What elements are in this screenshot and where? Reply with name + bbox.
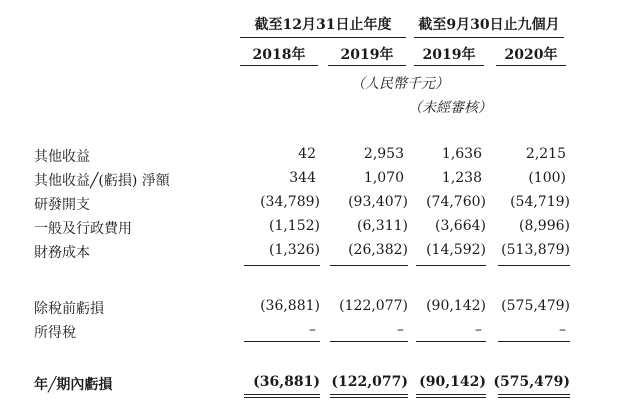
row-value: (36,881)	[260, 298, 320, 314]
row-value: (6,311)	[356, 218, 408, 234]
subtotal-rule-1	[244, 265, 320, 266]
row-value-total: (122,077)	[331, 374, 408, 390]
subtotal-rule-5	[244, 341, 320, 342]
subtotal-rule-7	[416, 341, 486, 342]
row-value: (1,326)	[268, 242, 320, 258]
subtotal-rule-8	[498, 341, 570, 342]
row-value: (74,760)	[426, 194, 486, 210]
year-rule-1	[240, 65, 318, 66]
header-year-2019-b: 2019年	[422, 47, 476, 63]
row-value-total: (575,479)	[493, 374, 570, 390]
row-value: –	[309, 322, 316, 338]
row-value: –	[397, 322, 404, 338]
year-rule-4	[496, 65, 566, 66]
row-value: (575,479)	[501, 298, 570, 314]
year-rule-3	[414, 65, 484, 66]
row-value: (8,996)	[518, 218, 570, 234]
header-year-2019-a: 2019年	[340, 47, 394, 63]
year-rule-2	[328, 65, 406, 66]
row-value: (90,142)	[426, 298, 486, 314]
header-year-2018: 2018年	[252, 47, 306, 63]
row-label: 研發開支	[34, 197, 90, 213]
header-group-nine-months: 截至9月30日止九個月	[418, 17, 560, 33]
row-value: (100)	[528, 170, 566, 186]
row-label: 其他收益╱(虧損) 淨額	[34, 173, 170, 189]
row-label-total: 年╱期內虧損	[34, 377, 113, 393]
row-value: (54,719)	[510, 194, 570, 210]
row-label: 財務成本	[34, 245, 90, 261]
unit-label: （人民幣千元）	[351, 76, 449, 92]
total-double-rule-4	[498, 394, 570, 398]
row-value: 42	[298, 146, 316, 162]
row-value: 2,953	[363, 146, 404, 162]
subtotal-rule-4	[498, 265, 570, 266]
row-value: (3,664)	[434, 218, 486, 234]
row-value: 344	[289, 170, 316, 186]
row-value: (513,879)	[501, 242, 570, 258]
row-value: 1,070	[363, 170, 404, 186]
row-label: 所得稅	[34, 325, 76, 341]
header-group-nine-months-rule	[414, 37, 564, 38]
row-value: (93,407)	[348, 194, 408, 210]
header-group-year: 截至12月31日止年度	[254, 17, 392, 33]
row-value: –	[475, 322, 482, 338]
unaudited-label: （未經審核）	[408, 100, 492, 116]
row-label: 除稅前虧損	[34, 301, 104, 317]
row-label: 其他收益	[34, 149, 90, 165]
subtotal-rule-2	[330, 265, 408, 266]
row-label: 一般及行政費用	[34, 221, 132, 237]
row-value: (122,077)	[339, 298, 408, 314]
row-value: (1,152)	[268, 218, 320, 234]
total-double-rule-1	[244, 394, 320, 398]
row-value: 1,238	[441, 170, 482, 186]
subtotal-rule-6	[330, 341, 408, 342]
row-value: (14,592)	[426, 242, 486, 258]
row-value: –	[559, 322, 566, 338]
row-value-total: (36,881)	[253, 374, 320, 390]
subtotal-rule-3	[416, 265, 486, 266]
row-value: (34,789)	[260, 194, 320, 210]
header-year-2020: 2020年	[504, 47, 558, 63]
header-group-year-rule	[240, 37, 406, 38]
row-value: 1,636	[441, 146, 482, 162]
total-double-rule-2	[330, 394, 408, 398]
row-value-total: (90,142)	[419, 374, 486, 390]
total-double-rule-3	[416, 394, 486, 398]
row-value: (26,382)	[348, 242, 408, 258]
row-value: 2,215	[525, 146, 566, 162]
